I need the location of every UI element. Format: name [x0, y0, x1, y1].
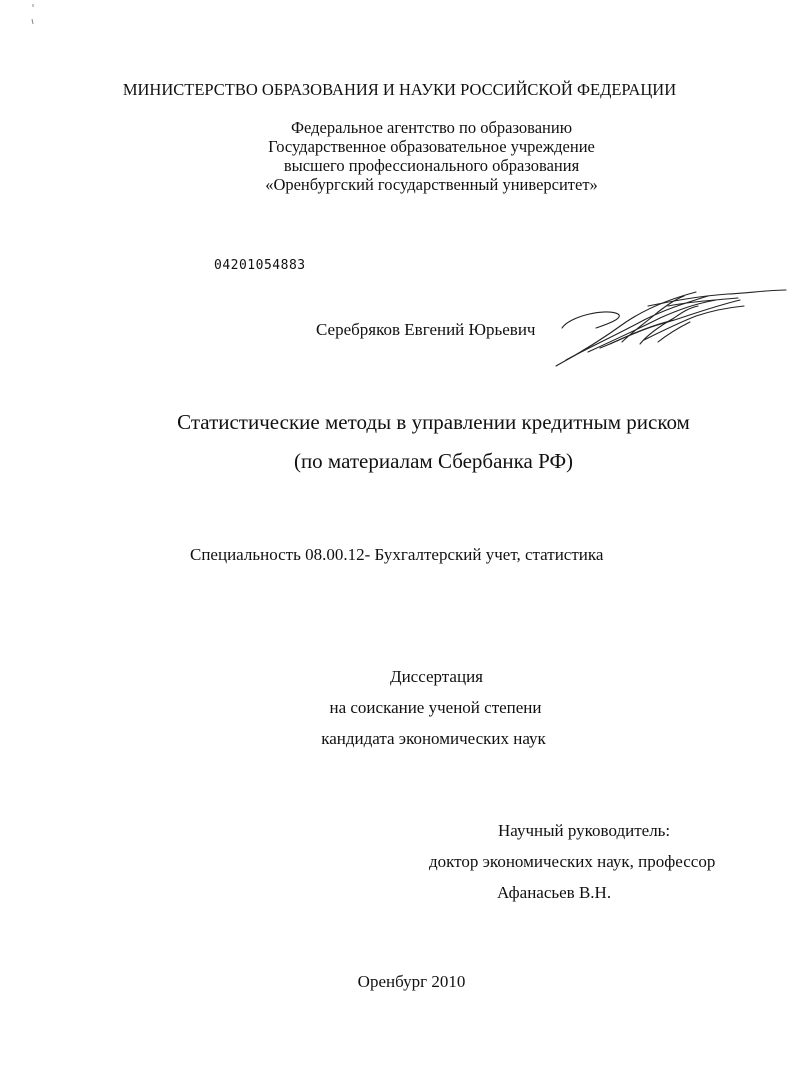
degree-type: Диссертация — [389, 667, 483, 686]
university-name: «Оренбургский государственный университет» — [265, 175, 598, 194]
dissertation-title-line-2: (по материалам Сбербанка РФ) — [293, 449, 574, 473]
catalog-number: 04201054883 — [214, 258, 306, 273]
place-and-year: Оренбург 2010 — [357, 972, 466, 991]
degree-level: кандидата экономических наук — [321, 729, 546, 748]
author-signature — [548, 282, 788, 374]
dissertation-title-line-1: Статистические методы в управлении кредитным риском — [177, 410, 690, 434]
agency-name: Федеральное агентство по образованию — [290, 118, 573, 137]
scan-artifact-marks — [30, 4, 36, 31]
education-level: высшего профессионального образования — [283, 156, 580, 175]
supervisor-label: Научный руководитель: — [498, 821, 671, 840]
ministry-heading: МИНИСТЕРСТВО ОБРАЗОВАНИЯ И НАУКИ РОССИЙСКОЙ ФЕДЕРАЦИИ — [122, 80, 677, 99]
degree-purpose: на соискание ученой степени — [329, 698, 542, 717]
supervisor-credentials: доктор экономических наук, профессор — [429, 852, 716, 871]
institution-type: Государственное образовательное учреждение — [268, 137, 595, 156]
supervisor-name: Афанасьев В.Н. — [497, 883, 612, 902]
specialty: Специальность 08.00.12- Бухгалтерский учет, статистика — [190, 545, 604, 564]
author-name: Серебряков Евгений Юрьевич — [316, 320, 536, 339]
